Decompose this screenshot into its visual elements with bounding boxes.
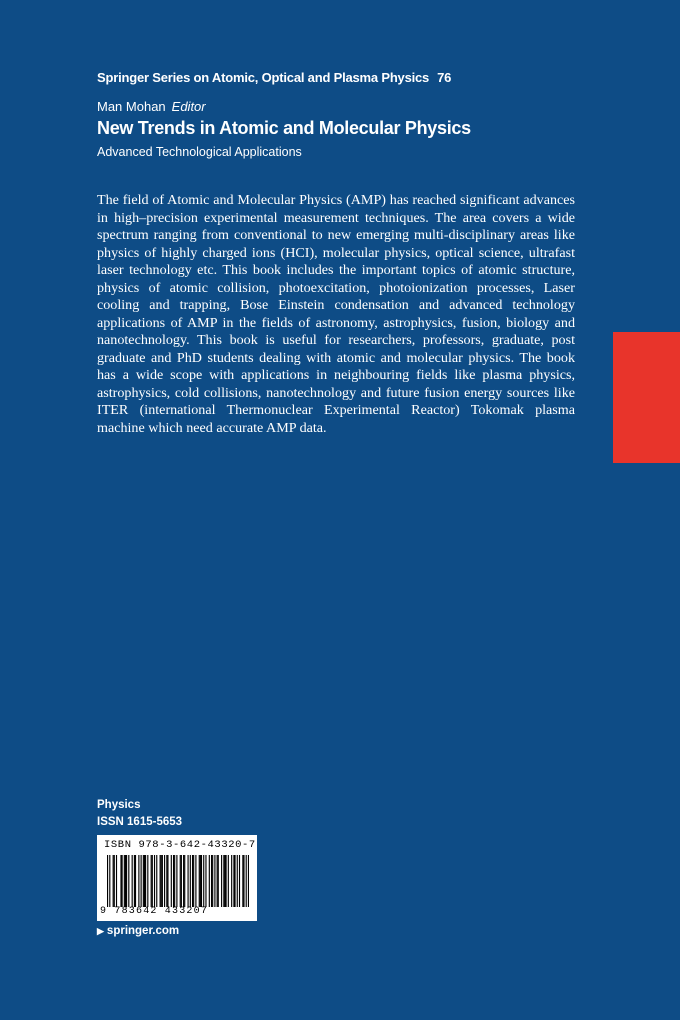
publisher-website: springer.com — [106, 925, 180, 937]
ean-digits: 9 783642 433207 — [100, 906, 209, 917]
triangle-right-icon: ▶ — [97, 926, 104, 936]
series-volume: 76 — [437, 70, 452, 85]
editor-role: Editor — [171, 99, 206, 114]
barcode-panel — [97, 835, 257, 921]
isbn-label: ISBN 978-3-642-43320-7 — [104, 839, 256, 851]
issn: ISSN 1615-5653 — [97, 816, 183, 828]
red-edge-tab — [613, 332, 680, 463]
editor-line — [97, 99, 206, 114]
publisher-link[interactable] — [97, 925, 179, 937]
series-name: Springer Series on Atomic, Optical and Plasma Physics — [97, 70, 430, 85]
editor-name: Man Mohan — [97, 99, 166, 114]
series-line — [97, 70, 451, 85]
book-title: New Trends in Atomic and Molecular Physics — [97, 118, 471, 138]
book-subtitle: Advanced Technological Applications — [97, 145, 302, 159]
barcode-icon — [107, 855, 249, 907]
subject-category: Physics — [97, 799, 141, 811]
book-description: The field of Atomic and Molecular Physics (AMP) has reached significant advances in high–precision experimental measurement techniques. The area covers a wide spectrum ranging from conventional to new emerging multi-disciplinary areas like physics of highly charged ions (HCI), molecular physics, optical science, ultrafast laser technology etc. This book includes the important topics of atomic structure, physics of atomic collision, photoexcitation, photoionization processes, Laser cooling and trapping, Bose Einstein condensation and advanced technology applications of AMP in the fields of astronomy, astrophysics, fusion, biology and nanotechnology. This book is useful for researchers, professors, graduate, post graduate and PhD students dealing with atomic and molecular physics. The book has a wide scope with applications in neighbouring fields like plasma physics, astrophysics, cold collisions, nanotechnology and future fusion energy sources like ITER (international Thermonuclear Experimental Reactor) Tokomak plasma machine which need accurate AMP data. — [97, 192, 575, 436]
